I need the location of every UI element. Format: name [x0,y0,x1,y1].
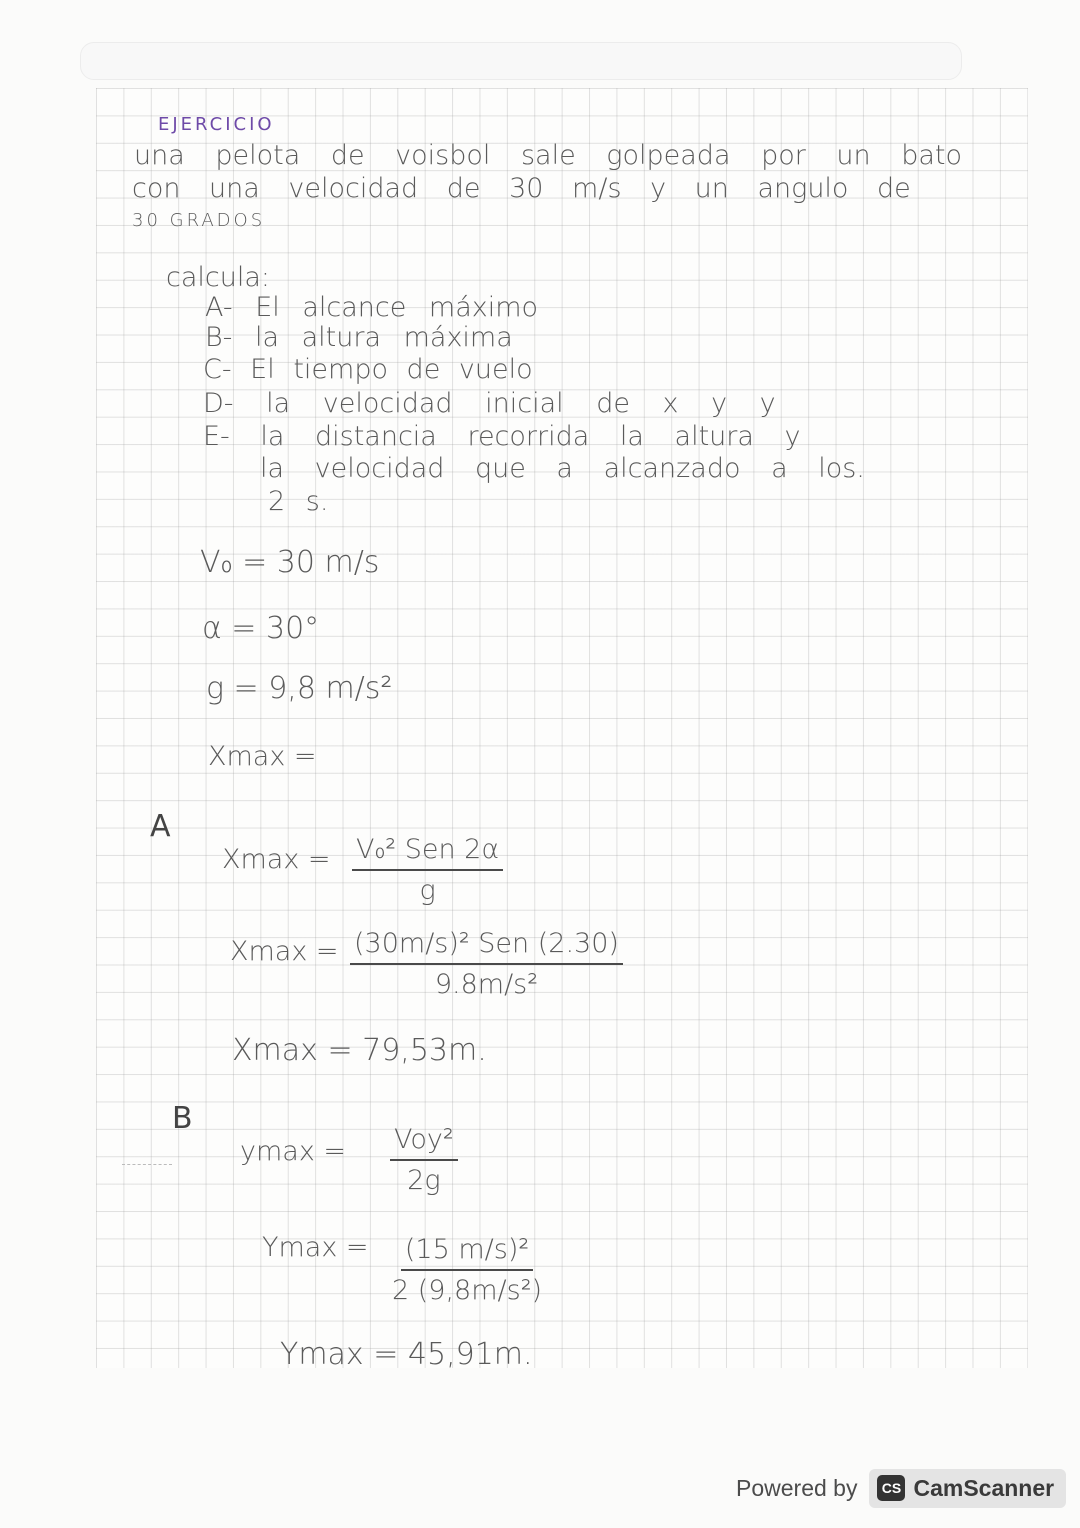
task-e-line-2: la velocidad que a alcanzado a los. [260,453,865,484]
part-a-result: Xmax = 79,53m. [232,1033,487,1068]
given-xmax: Xmax = [208,741,317,772]
statement-line-3: 30 GRADOS [132,210,266,231]
part-a-eq1-fraction [352,834,503,906]
task-a: A- El alcance máximo [205,292,539,323]
part-a-eq2-lhs: Xmax = [230,936,339,967]
part-a-eq2-numerator: (30m/s)² Sen (2.30) [350,928,623,965]
task-d: D- la velocidad inicial de x y y [203,388,776,419]
exercise-title: EJERCICIO [158,114,275,135]
given-v0: V₀ = 30 m/s [200,545,380,580]
tasks-heading: calcula: [166,262,270,293]
part-a-eq1-denominator: g [419,875,436,906]
part-b-eq2-numerator: (15 m/s)² [401,1234,533,1271]
part-a-label: A [150,809,171,844]
statement-line-1: una pelota de voisbol sale golpeada por un bato [134,140,963,171]
part-b-eq1-lhs: ymax = [240,1136,347,1167]
camscanner-badge [869,1469,1066,1508]
part-b-eq1-numerator: Voy² [390,1124,458,1161]
part-a-eq1-lhs: Xmax = [222,844,331,875]
scan-top-edge [80,42,962,80]
part-b-eq2-fraction [392,1234,542,1306]
part-a-eq2-fraction [350,928,623,1000]
camscanner-brand: CamScanner [913,1474,1055,1501]
given-alpha: α = 30° [202,611,320,646]
camscanner-logo-icon: CS [877,1475,905,1501]
statement-line-2: con una velocidad de 30 m/s y un angulo de [132,173,911,204]
powered-by-text: Powered by [736,1474,858,1501]
given-gravity: g = 9,8 m/s² [206,671,393,706]
margin-mark [122,1164,172,1166]
part-b-eq2-lhs: Ymax = [262,1232,369,1263]
part-b-eq1-denominator: 2g [407,1165,441,1196]
task-e-line-1: E- la distancia recorrida la altura y [203,421,801,452]
part-b-label: B [172,1101,193,1136]
part-b-result: Ymax = 45,91m. [280,1337,533,1372]
part-a-eq2-denominator: 9.8m/s² [434,969,539,1000]
part-b-eq1-fraction [390,1124,458,1196]
camscanner-watermark [736,1466,1066,1510]
part-a-eq1-numerator: V₀² Sen 2α [352,834,503,871]
task-c: C- El tiempo de vuelo [203,354,533,385]
task-b: B- la altura máxima [205,322,513,353]
task-e-line-3: 2 s. [268,486,329,517]
part-b-eq2-denominator: 2 (9,8m/s²) [392,1275,543,1306]
